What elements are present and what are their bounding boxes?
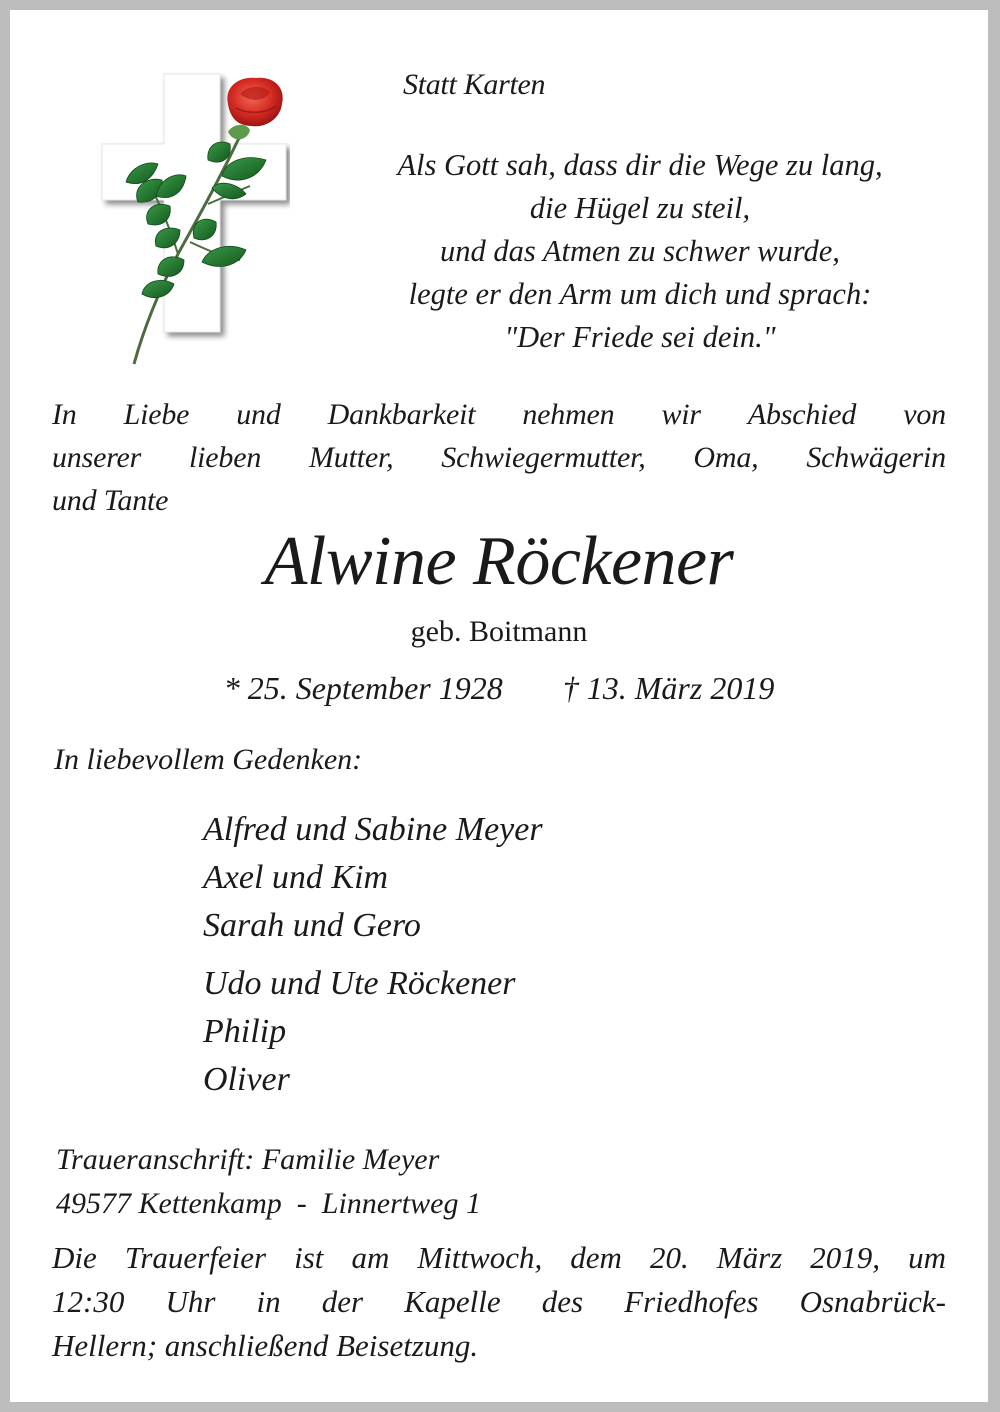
poem-line: die Hügel zu steil, [529, 191, 751, 225]
address-line: 49577 Kettenkamp - Linnertweg 1 [56, 1187, 481, 1220]
word: in [256, 1284, 281, 1319]
birth-date: * 25. September 1928 [223, 670, 503, 706]
maiden-name: geb. Boitmann [410, 615, 588, 648]
word: der [321, 1284, 364, 1319]
word: 20. [649, 1240, 689, 1275]
word: 2019, [810, 1240, 881, 1275]
service-line-1 [52, 1236, 946, 1280]
funeral-service-text [52, 1236, 946, 1368]
word: Die [52, 1240, 97, 1275]
mourner-name: Udo und Ute Röckener [203, 965, 516, 1002]
word: Mutter, [308, 441, 394, 474]
word: März [716, 1240, 783, 1275]
word: Mittwoch, [417, 1240, 543, 1275]
word: wir [661, 398, 701, 431]
word: Dankbarkeit [327, 398, 476, 431]
deceased-name: Alwine Röckener [264, 523, 734, 600]
word: Trauerfeier [124, 1240, 267, 1275]
service-line-2 [52, 1280, 946, 1324]
life-dates [10, 670, 988, 707]
word: ist [294, 1240, 324, 1275]
word: Friedhofes [624, 1284, 759, 1319]
word: Oma, [693, 441, 759, 474]
death-date: † 13. März 2019 [562, 670, 775, 706]
word: Uhr [165, 1284, 216, 1319]
word: des [541, 1284, 584, 1319]
mourner-name: Oliver [203, 1061, 290, 1098]
obituary-page [10, 10, 988, 1402]
mourner-group [203, 960, 543, 1104]
mourner-name: Philip [203, 1013, 287, 1050]
service-line-3: Hellern; anschließend Beisetzung. [52, 1328, 479, 1363]
word: Schwiegermutter, [441, 441, 646, 474]
word: In [52, 398, 77, 431]
poem-line: legte er den Arm um dich und sprach: [408, 277, 872, 311]
rose-shape [227, 78, 282, 127]
word: Liebe [123, 398, 190, 431]
word: Abschied [747, 398, 857, 431]
word: Schwägerin [806, 441, 946, 474]
word: 12:30 [52, 1284, 125, 1319]
word: dem [570, 1240, 622, 1275]
poem-line: "Der Friede sei dein." [504, 320, 776, 354]
mourner-name: Axel und Kim [203, 859, 389, 896]
mourner-group [203, 806, 543, 950]
mourners-list [203, 806, 543, 1114]
intro-line-2 [52, 436, 946, 479]
word: Kapelle [404, 1284, 501, 1319]
statt-karten-label: Statt Karten [403, 68, 546, 101]
word: lieben [189, 441, 262, 474]
intro-line-1 [52, 393, 946, 436]
poem [330, 144, 950, 359]
intro-text [52, 393, 946, 522]
cross-with-rose-icon [90, 64, 290, 374]
poem-line: und das Atmen zu schwer wurde, [440, 234, 840, 268]
word: und [236, 398, 281, 431]
word: um [908, 1240, 946, 1275]
word: am [351, 1240, 390, 1275]
mourning-address [56, 1138, 481, 1226]
word: Osnabrück- [799, 1284, 946, 1319]
intro-line-3: und Tante [52, 484, 169, 517]
word: unserer [52, 441, 142, 474]
poem-line: Als Gott sah, dass dir die Wege zu lang, [397, 148, 883, 182]
memory-heading: In liebevollem Gedenken: [54, 743, 363, 776]
mourner-name: Sarah und Gero [203, 907, 421, 944]
address-line: Traueranschrift: Familie Meyer [56, 1143, 440, 1176]
word: von [903, 398, 946, 431]
mourner-name: Alfred und Sabine Meyer [203, 811, 543, 848]
word: nehmen [522, 398, 615, 431]
